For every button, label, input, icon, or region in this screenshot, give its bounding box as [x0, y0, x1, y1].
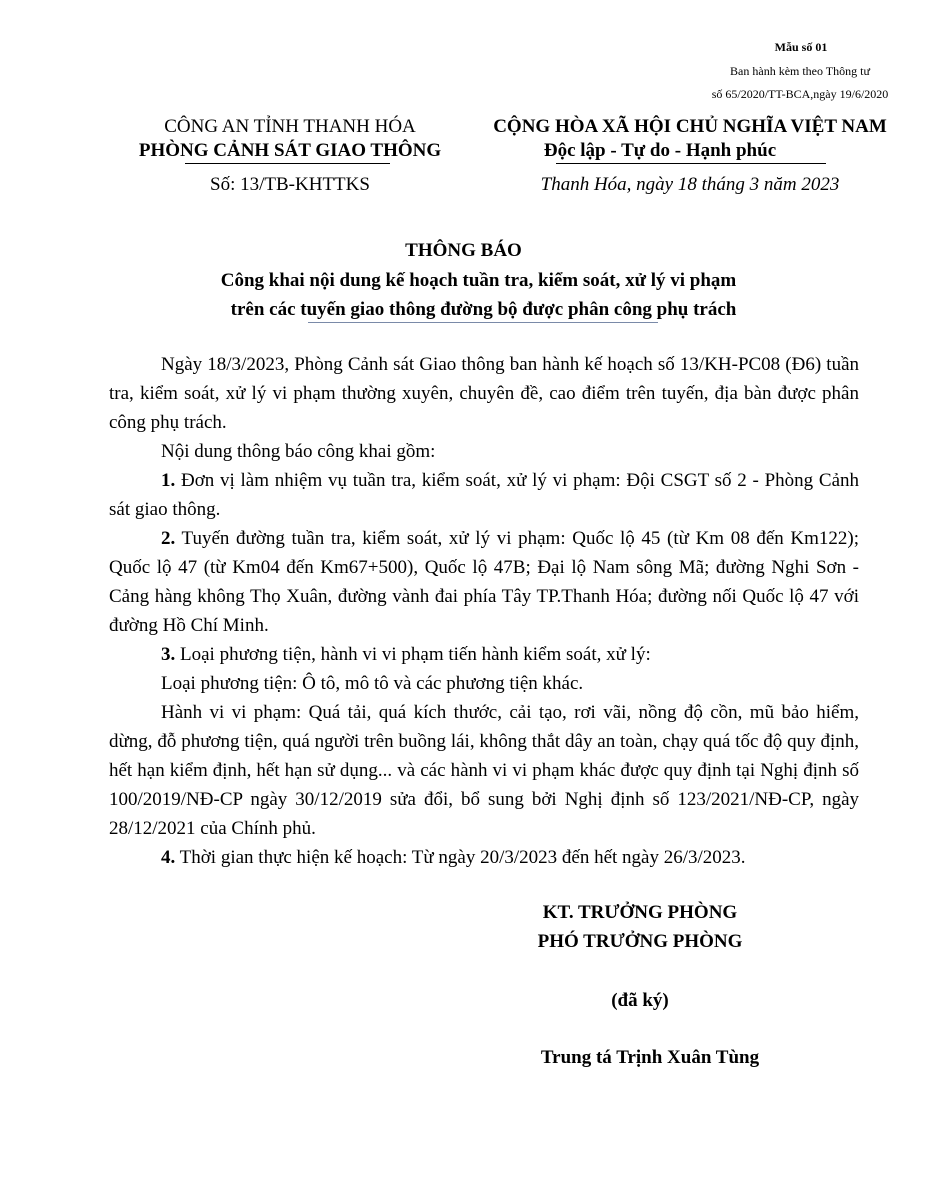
national-motto: Độc lập - Tự do - Hạnh phúc [543, 140, 777, 161]
item-2-text: Tuyến đường tuần tra, kiểm soát, xử lý vi phạm: Quốc lộ 45 (từ Km 08 đến Km122); Quốc lộ 47 (từ Km04 đến Km67+500), Quốc lộ 47B; Đại lộ Nam sông Mã; đường Nghi Sơn - Cảng hàng không Thọ Xuân, đường vành đai phía Tây TP.Thanh Hóa; đường nối Quốc lộ 47 với đường Hồ Chí Minh. [109, 528, 859, 636]
content-lead: Nội dung thông báo công khai gồm: [161, 441, 436, 462]
motto-underline [556, 163, 826, 164]
form-note-line2: số 65/2020/TT-BCA,ngày 19/6/2020 [711, 87, 889, 101]
item-1 [109, 466, 859, 524]
title-underline [308, 322, 658, 323]
document-body [109, 350, 859, 872]
item-4-text: Thời gian thực hiện kế hoạch: Từ ngày 20/3/2023 đến hết ngày 26/3/2023. [175, 847, 746, 868]
signed-mark: (đã ký) [611, 990, 669, 1011]
item-1-number: 1. [161, 470, 176, 491]
item-4 [109, 843, 859, 872]
item-2 [109, 524, 859, 640]
item-3-text: Loại phương tiện, hành vi vi phạm tiến hành kiểm soát, xử lý: [175, 644, 651, 665]
department-underline [185, 163, 390, 164]
vehicle-types: Loại phương tiện: Ô tô, mô tô và các phương tiện khác. [161, 673, 584, 694]
form-number: Mẫu số 01 [774, 40, 828, 54]
document-subtitle-line1: Công khai nội dung kế hoạch tuần tra, kiểm soát, xử lý vi phạm [220, 270, 737, 291]
national-title: CỘNG HÒA XÃ HỘI CHỦ NGHĨA VIỆT NAM [493, 116, 887, 137]
item-3 [109, 640, 859, 669]
issuing-department: PHÒNG CẢNH SÁT GIAO THÔNG [138, 140, 442, 161]
issuing-agency: CÔNG AN TỈNH THANH HÓA [164, 116, 416, 137]
document-number: Số: 13/TB-KHTTKS [210, 174, 370, 195]
form-note-line1: Ban hành kèm theo Thông tư [730, 64, 870, 78]
document-title: THÔNG BÁO [405, 240, 522, 261]
item-2-number: 2. [161, 528, 176, 549]
item-4-number: 4. [161, 847, 176, 868]
document-subtitle-line2: trên các tuyến giao thông đường bộ được phân công phụ trách [230, 299, 737, 320]
place-date: Thanh Hóa, ngày 18 tháng 3 năm 2023 [540, 174, 840, 195]
signer-position: PHÓ TRƯỞNG PHÒNG [537, 931, 743, 952]
signer-name: Trung tá Trịnh Xuân Tùng [540, 1047, 760, 1068]
item-3-number: 3. [161, 644, 176, 665]
intro-paragraph: Ngày 18/3/2023, Phòng Cảnh sát Giao thông ban hành kế hoạch số 13/KH-PC08 (Đ6) tuần tra, kiểm soát, xử lý vi phạm thường xuyên, chuyên đề, cao điểm trên tuyến, địa bàn được phân công phụ trách. [109, 354, 859, 433]
violation-types: Hành vi vi phạm: Quá tải, quá kích thước, cải tạo, rơi vãi, nồng độ cồn, mũ bảo hiểm, dừng, đỗ phương tiện, quá người trên buồng lái, không thắt dây an toàn, chạy quá tốc độ quy định, hết hạn kiểm định, hết hạn sử dụng... và các hành vi vi phạm khác được quy định tại Nghị định số 100/2019/NĐ-CP ngày 30/12/2019 sửa đổi, bổ sung bởi Nghị định số 123/2021/NĐ-CP, ngày 28/12/2021 của Chính phủ. [109, 702, 859, 839]
signer-authority: KT. TRƯỞNG PHÒNG [542, 902, 738, 923]
item-1-text: Đơn vị làm nhiệm vụ tuần tra, kiểm soát, xử lý vi phạm: Đội CSGT số 2 - Phòng Cảnh sát giao thông. [109, 470, 859, 520]
